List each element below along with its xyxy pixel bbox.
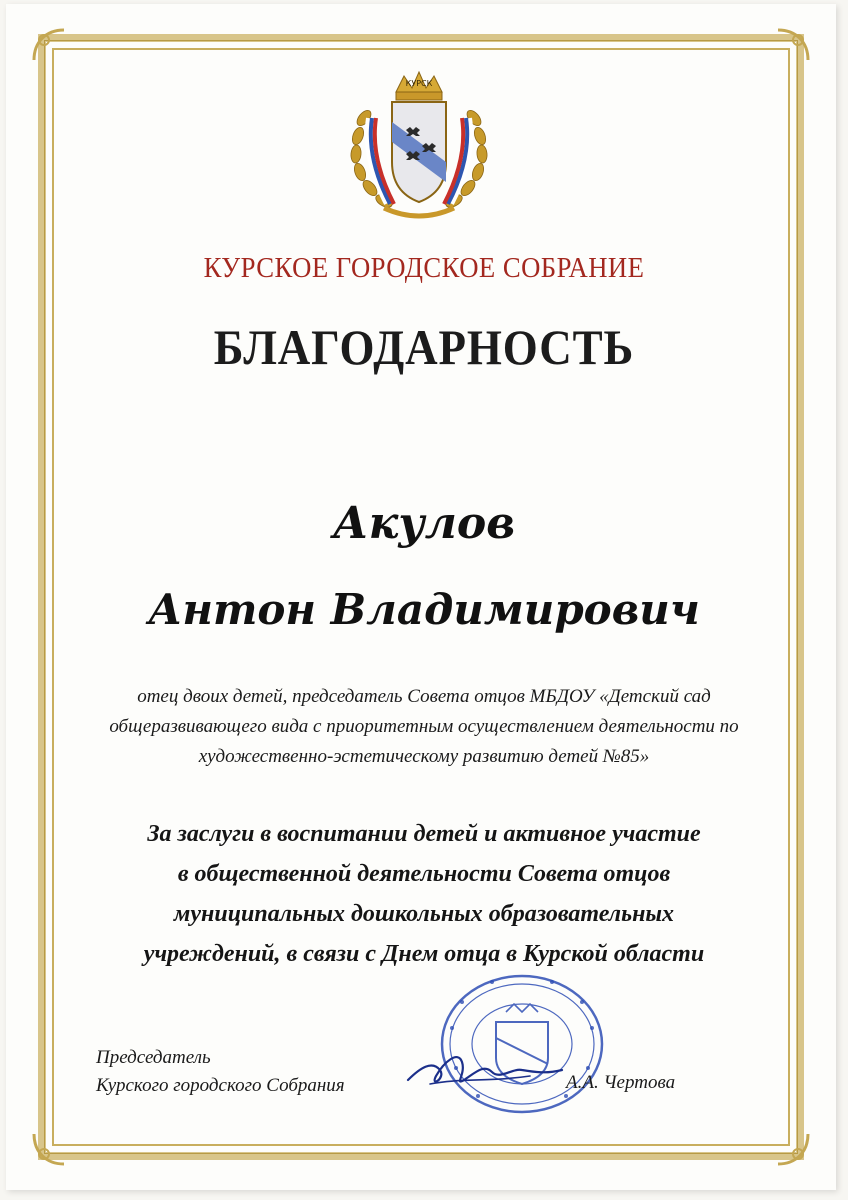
corner-ornament-icon — [776, 1132, 810, 1166]
signatory-name: А.А. Чертова — [566, 1072, 676, 1093]
signatory-title-line: Председатель — [96, 1047, 211, 1068]
kursk-coat-of-arms-icon — [334, 58, 504, 228]
description-line: художественно-эстетическому развитию детей №85» — [198, 746, 650, 767]
merit-line: муниципальных дошкольных образовательных — [173, 901, 675, 927]
merit-text — [70, 814, 778, 974]
corner-ornament-icon — [32, 28, 66, 62]
merit-line: За заслуги в воспитании детей и активное участие — [147, 821, 701, 847]
signatory-title — [96, 1044, 345, 1100]
svg-text:КУРСК: КУРСК — [405, 79, 433, 88]
handwritten-signature-icon — [400, 1040, 570, 1100]
recipient-name: Антон Владимирович — [148, 585, 700, 634]
merit-line: учреждений, в связи с Днем отца в Курской области — [143, 941, 705, 967]
organization-title: КУРСКОЕ ГОРОДСКОЕ СОБРАНИЕ — [203, 252, 645, 284]
corner-ornament-icon — [776, 28, 810, 62]
corner-ornament-icon — [32, 1132, 66, 1166]
description-line: общеразвивающего вида с приоритетным осуществлением деятельности по — [109, 716, 739, 737]
merit-line: в общественной деятельности Совета отцов — [177, 861, 671, 887]
recipient-description — [80, 682, 768, 772]
document-title: БЛАГОДАРНОСТЬ — [213, 319, 635, 375]
description-line: отец двоих детей, председатель Совета отцов МБДОУ «Детский сад — [137, 686, 711, 707]
signatory-title-line: Курского городского Собрания — [96, 1075, 345, 1096]
recipient-surname: Акулов — [332, 498, 516, 549]
